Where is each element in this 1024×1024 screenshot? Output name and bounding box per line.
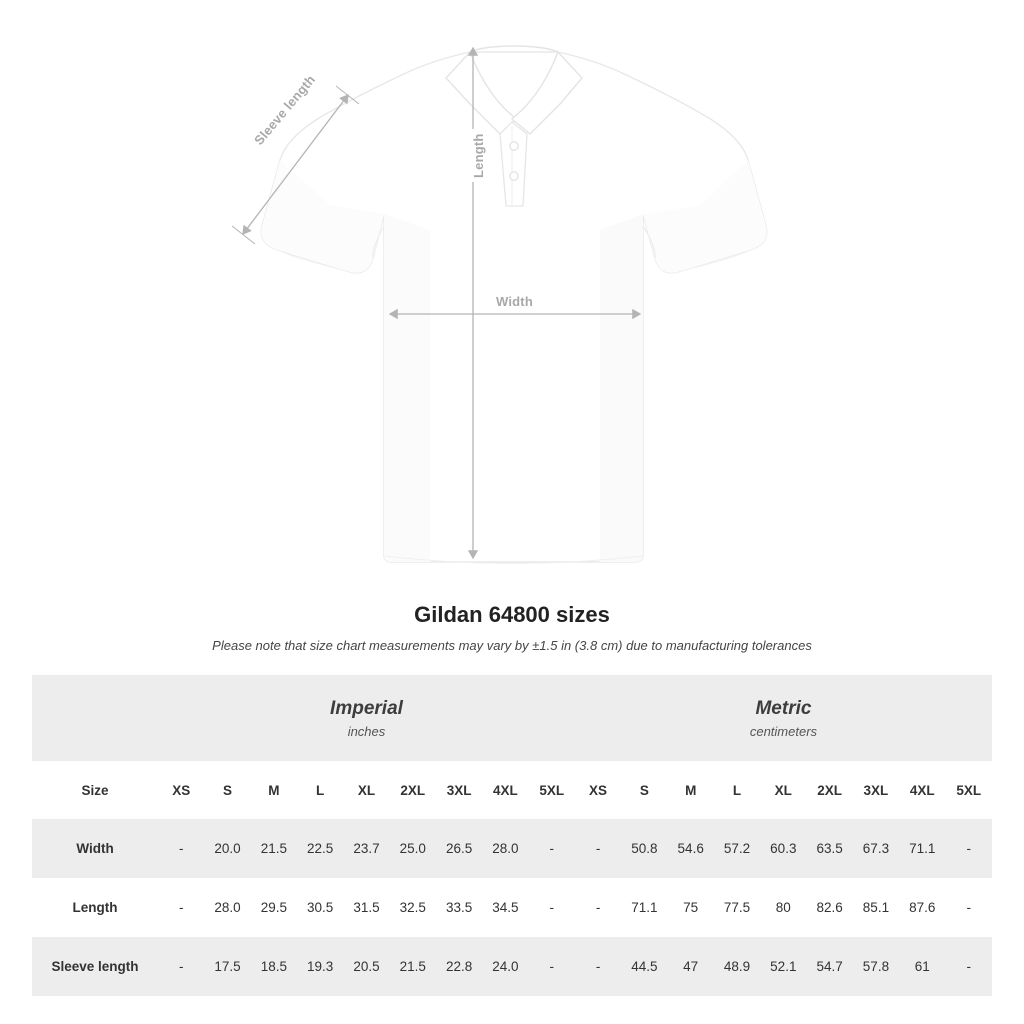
cell-sleeve-imperial-3xl: 22.8 — [436, 937, 482, 996]
cell-sleeve-metric-4xl: 61 — [899, 937, 945, 996]
cell-width-metric-4xl: 71.1 — [899, 819, 945, 878]
cell-width-imperial-xs: - — [158, 819, 204, 878]
col-header-imperial-l: L — [297, 761, 343, 819]
cell-length-metric-5xl: - — [945, 878, 992, 937]
cell-sleeve-metric-2xl: 54.7 — [806, 937, 852, 996]
cell-width-imperial-m: 21.5 — [251, 819, 297, 878]
cell-length-metric-4xl: 87.6 — [899, 878, 945, 937]
cell-width-imperial-l: 22.5 — [297, 819, 343, 878]
row-label-sleeve-length: Sleeve length — [32, 937, 158, 996]
cell-width-imperial-3xl: 26.5 — [436, 819, 482, 878]
col-header-imperial-5xl: 5XL — [529, 761, 575, 819]
group-imperial-name: Imperial — [330, 698, 403, 720]
cell-length-imperial-m: 29.5 — [251, 878, 297, 937]
size-corner-label: Size — [32, 761, 158, 819]
cell-sleeve-imperial-2xl: 21.5 — [390, 937, 436, 996]
group-header-spacer — [32, 675, 158, 761]
col-header-metric-s: S — [621, 761, 667, 819]
cell-length-imperial-s: 28.0 — [204, 878, 250, 937]
cell-sleeve-imperial-s: 17.5 — [204, 937, 250, 996]
size-header-row — [32, 761, 992, 819]
group-header-metric — [575, 675, 992, 761]
row-label-length: Length — [32, 878, 158, 937]
cell-sleeve-imperial-5xl: - — [529, 937, 575, 996]
cell-sleeve-imperial-xl: 20.5 — [343, 937, 389, 996]
cell-sleeve-imperial-4xl: 24.0 — [482, 937, 528, 996]
tolerance-note: Please note that size chart measurements may vary by ±1.5 in (3.8 cm) due to manufacturing tolerances — [212, 638, 812, 653]
cell-length-metric-m: 75 — [668, 878, 714, 937]
cell-width-imperial-5xl: - — [529, 819, 575, 878]
cell-width-imperial-4xl: 28.0 — [482, 819, 528, 878]
sleeve-length-label: Sleeve length — [247, 68, 322, 153]
cell-length-metric-3xl: 85.1 — [853, 878, 899, 937]
col-header-imperial-s: S — [204, 761, 250, 819]
cell-width-imperial-s: 20.0 — [204, 819, 250, 878]
group-metric-unit: centimeters — [749, 723, 818, 739]
width-label: Width — [492, 292, 537, 311]
cell-length-imperial-2xl: 32.5 — [390, 878, 436, 937]
cell-length-imperial-xs: - — [158, 878, 204, 937]
cell-sleeve-imperial-xs: - — [158, 937, 204, 996]
cell-sleeve-metric-xl: 52.1 — [760, 937, 806, 996]
cell-length-imperial-xl: 31.5 — [343, 878, 389, 937]
col-header-metric-3xl: 3XL — [853, 761, 899, 819]
cell-width-metric-2xl: 63.5 — [806, 819, 852, 878]
cell-sleeve-metric-3xl: 57.8 — [853, 937, 899, 996]
title-block — [0, 602, 1024, 653]
row-label-width: Width — [32, 819, 158, 878]
col-header-metric-m: M — [668, 761, 714, 819]
size-chart-table — [32, 675, 992, 996]
unit-group-header-row — [32, 675, 992, 761]
cell-length-imperial-l: 30.5 — [297, 878, 343, 937]
col-header-imperial-2xl: 2XL — [390, 761, 436, 819]
cell-length-metric-s: 71.1 — [621, 878, 667, 937]
cell-sleeve-metric-5xl: - — [945, 937, 992, 996]
col-header-metric-l: L — [714, 761, 760, 819]
col-header-imperial-4xl: 4XL — [482, 761, 528, 819]
cell-width-metric-xl: 60.3 — [760, 819, 806, 878]
group-header-imperial — [158, 675, 575, 761]
col-header-metric-5xl: 5XL — [945, 761, 992, 819]
col-header-metric-xs: XS — [575, 761, 621, 819]
cell-sleeve-imperial-m: 18.5 — [251, 937, 297, 996]
length-label: Length — [469, 129, 488, 182]
cell-width-metric-xs: - — [575, 819, 621, 878]
col-header-imperial-xl: XL — [343, 761, 389, 819]
cell-sleeve-metric-l: 48.9 — [714, 937, 760, 996]
col-header-imperial-m: M — [251, 761, 297, 819]
page-title: Gildan 64800 sizes — [414, 602, 610, 627]
cell-length-metric-xs: - — [575, 878, 621, 937]
cell-length-metric-l: 77.5 — [714, 878, 760, 937]
table-row — [32, 937, 992, 996]
col-header-metric-4xl: 4XL — [899, 761, 945, 819]
cell-length-imperial-3xl: 33.5 — [436, 878, 482, 937]
cell-width-metric-3xl: 67.3 — [853, 819, 899, 878]
cell-width-metric-s: 50.8 — [621, 819, 667, 878]
group-metric-name: Metric — [755, 698, 812, 720]
cell-width-imperial-xl: 23.7 — [343, 819, 389, 878]
cell-length-metric-2xl: 82.6 — [806, 878, 852, 937]
cell-length-metric-xl: 80 — [760, 878, 806, 937]
cell-width-metric-m: 54.6 — [668, 819, 714, 878]
cell-sleeve-imperial-l: 19.3 — [297, 937, 343, 996]
table-row — [32, 819, 992, 878]
col-header-imperial-3xl: 3XL — [436, 761, 482, 819]
group-imperial-unit: inches — [347, 723, 386, 739]
cell-sleeve-metric-m: 47 — [668, 937, 714, 996]
cell-width-metric-l: 57.2 — [714, 819, 760, 878]
cell-width-imperial-2xl: 25.0 — [390, 819, 436, 878]
cell-length-imperial-4xl: 34.5 — [482, 878, 528, 937]
cell-sleeve-metric-s: 44.5 — [621, 937, 667, 996]
col-header-metric-xl: XL — [760, 761, 806, 819]
table-row — [32, 878, 992, 937]
cell-sleeve-metric-xs: - — [575, 937, 621, 996]
cell-length-imperial-5xl: - — [529, 878, 575, 937]
col-header-imperial-xs: XS — [158, 761, 204, 819]
cell-width-metric-5xl: - — [945, 819, 992, 878]
col-header-metric-2xl: 2XL — [806, 761, 852, 819]
size-chart-table-wrapper — [32, 675, 992, 996]
